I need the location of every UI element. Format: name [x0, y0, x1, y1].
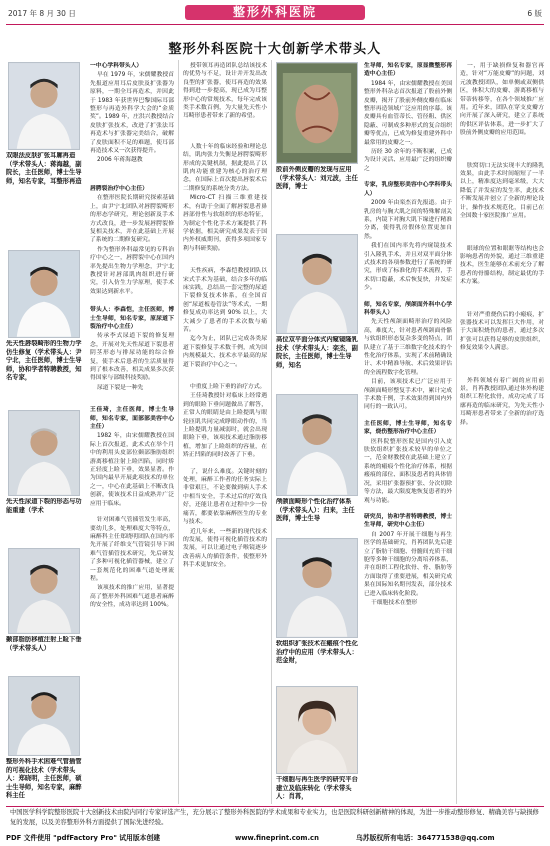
col1-paragraph: 针对困难气管插管发生率高，要幼儿多，处理难度大等特点，麻醉科主任郑晓明团队在国内率先开展了纤维支气管镜引导下困难气管插管技术研究，先后研发了多种可视化插管器械，建立了一套规范化的困难气道处理流程。	[90, 517, 174, 582]
col3-paragraph: 自 2007 年开展干细胞与再生医学的基础研究，肖苒团队先后建立了脂肪干细胞、骨髓间充质干细胞等多种干细胞的分离培养体系，并在组织工程化软骨、骨、脂肪等方面取得了重要进展，相关研究成果在国际知名期刊发表，部分技术已进入临床转化阶段。	[364, 531, 452, 597]
caption-cleft-lip: 先天性唇裂畸形的生物力学仿生修复（学术带头人：尹宁北，主任医师，博士生导师，协和学者特聘教授，知名专家，	[6, 340, 82, 382]
col2-paragraph: 了，说什么难度。关键时刻的处理，麻醉工作者的任务实际上非常艰巨，不论要做到病人手术中相当安全，手术过后的疗效良好，还能让患者在过程中少一份痛苦，都要依靠麻醉医生的专业与技术。	[183, 468, 267, 526]
portrait-yin-ningbei	[8, 250, 80, 338]
portrait-fan-jincai	[276, 538, 358, 638]
column-rule	[271, 60, 272, 804]
col2-paragraph: 授带领耳再造团队总结该技术的优势与不足，设计并开发出改良型的扩张器，使耳再造的效果得到进一步提高，现已成为耳整形中心的常规技术，每年完成该类手术数百例，为大量先天性小耳畸形患者带来了新的希望。	[183, 63, 267, 120]
col3-paragraph: 干细胞技术在整形	[370, 599, 418, 606]
col3-paragraph: 历经 30 余年的不断积累，已成为设计灵活、应用最广泛的组织瓣之	[364, 149, 452, 172]
caption-ear-reconstruction: 双眼法皮肤扩张耳廓再造（学术带头人：蒋海越，副院长，主任医师，博士生导师，知名专家，耳整形再造	[6, 152, 82, 185]
col1-paragraph: 传承李式尿道下裂的修复理念，开展对先天性尿道下裂患者阴茎形态与排尿功能的综合修复，使手术后患者的生活质量得到了根本改善，相关成果多次获得国家与部级科技奖励。	[90, 333, 174, 382]
portrait-wang-jiaqi	[8, 548, 80, 634]
footer-pdf-note: PDF 文件使用 "pdfFactory Pro" 试用版本创建	[6, 834, 161, 842]
col2-paragraph: 近几年来，一些新的现代技术的发展，使得可视化插管技术的发展，可以让通过电子喉镜逐步改善病人的插管条件，使整形外科手术更加安全。	[183, 528, 267, 569]
col1-paragraph: 作为整形外科最常见的专科治疗中心之一，唇腭裂中心在国内率先提出生物力学理念，尹宁北教授针对唇部肌肉组织进行研究，引入仿生力学原理，使手术效果达到新水平。	[90, 246, 174, 295]
headline: 整形外科医院十大创新学术带头人	[168, 42, 382, 57]
column-1	[90, 62, 174, 802]
column-rule	[178, 60, 179, 804]
col2-paragraph: 中重度上睑下垂的治疗方式。	[189, 384, 266, 390]
caption-airway: 整形外科手术困难气管插管的可视化技术（学术带头人：郑晓明，主任医师，硕士生导师，知名专家，麻醉科主任	[6, 758, 82, 800]
caption-breast-augmentation: 高位双平面分体式内窥镜隆乳技术（学术带头人：栾杰，副院长，主任医师，博士生导师，知名	[276, 336, 358, 369]
portrait-gui-lai	[276, 394, 358, 496]
col3-paragraph: 医科院整形医院是国内引入皮肤软组织扩张技术较早的单位之一，范金财教授在此基础上建立了系统的瘢痕个性化治疗体系，根据瘢痕的部位、面积及患者的具体情况，采用扩张器预扩张、分次切除等方法，最大限度地恢复患者的外观与功能。	[364, 438, 452, 504]
col3-paragraph: 目前，该项技术已广泛应用于颅颌面畸形整复手术中，累计完成手术数千例，手术效果得到国内外同行的一致认可。	[364, 379, 452, 411]
caption-scar-expansion: 软组织扩张技术在瘢痕个性化治疗中的应用（学术带头人：范金财，	[276, 640, 358, 665]
column-2	[183, 62, 267, 802]
footer-contact: 乌苏版权所有电话：364771538@qq.com	[356, 834, 495, 842]
col2-paragraph: 人数十年的临床经验和理论总结，肌肉张力失衡是唇腭裂畸形形成的关键机制，据此提出了以肌肉功能重建为核心的治疗理念，在国际上首次提出唇裂术后二期修复的系统分类方法。	[183, 143, 267, 192]
portrait-zheng-xiaoming	[8, 676, 80, 756]
portrait-li-senkai	[8, 410, 80, 496]
col1-paragraph: 2006 年蒋海越教	[96, 157, 143, 164]
footer-url[interactable]: www.fineprint.com.cn	[235, 834, 319, 842]
col3-lead: 研究员，协和学者特聘教授，博士生导师，研究中心主任）	[364, 513, 452, 529]
header-date: 2017 年 8 月 30 日	[8, 9, 76, 18]
portrait-xiao-ran	[276, 686, 358, 774]
col1-paragraph: 早在 1979 年，宋儒耀教授首先报道应用耳后皮肤及扩张器为原料，一期全耳再造术，并因此于 1983 年获世界巴黎国际耳部整形与再造外科学大会的“金质奖”。1989 年，庄洪兴教授结合皮肤扩张技术，改进了扩张法耳再造术与扩张器完美结合，破解了皮肤面积不足的难题，使耳部再造技术又一次获得提升。	[90, 72, 174, 155]
masthead: 整形外科医院	[185, 5, 365, 20]
col3-lead: 师，知名专家，颅颌面外科中心学科带头人）	[364, 301, 452, 316]
column-3	[364, 62, 452, 802]
col2-paragraph: 王佳琦教授针对临床上经常遇到的眼睑下垂问题做出了解答，正常人的眼睛是由上睑提肌与眼轮匝肌共同完成睁眼动作的，当上睑提肌力量减弱时，就会出现眼睑下垂，该项技术通过脂肪移植，增加了上睑组织的容量，在矫正凹陷的同时改善了下垂。	[183, 393, 267, 459]
caption-ptosis: 颞部脂肪移植注射上睑下垂（学术带头人）	[6, 636, 82, 652]
col3-lead: 专家，乳房整形美容中心学科带头人）	[364, 182, 452, 197]
col3-paragraph: 1984 年，由宋儒耀教授在美国整形外科杂志首次报道了股前外侧皮瓣，揭开了股前外侧皮瓣在临床整形再造领域广泛应用的序幕。该皮瓣具有血管蒂长、管径粗、供区隐蔽、可制成多种形式的复合组织瓣等优点，已成为修复重建外科中最常用的皮瓣之一。	[364, 80, 452, 146]
col2-paragraph: 天性疾病，李森恺教授团队以宋式手术为基础，结合多年的临床实践，总结出一套完整的尿道下裂修复技术体系，在全国首创“尿道板卷管法”等术式，一期修复成功率达到 90% 以上，大大减少了患者的手术次数与痛苦。	[183, 268, 267, 333]
col3-paragraph: 先天性颅颌面畸形治疗的风险高，难度大，针对患者颅颌面骨骼与软组织形态复杂多变的特点，团队建立了基于三维数字化技术的个性化治疗体系，实现了术前精确设计、术中精准导航、术后效果评估的全流程数字化管理。	[364, 319, 452, 376]
portrait-jiang-haiyue	[8, 62, 80, 150]
caption-stem-cell: 干细胞与再生医学的研究平台建立及临床转化（学术带头人：肖苒，	[276, 776, 358, 801]
col4-paragraph: 肤窝切口无法实现丰大的隆乳效果，由此手术时间缩短了一半以上，精准度达到毫米级，大大降低了并发症的发生率，此技术不断发展并创立了全新的理论设计，操作技术规范化，目前已在全国数十家医院推广应用。	[460, 162, 544, 220]
col1-paragraph: 1982 年，由宋儒耀教授在国际上首次报道，此术式在举个月中的利用头皮部位颞部脂肪组织游离移植注射上睑凹陷，同时矫正轻度上睑下垂，效果显著。作为国内最早开展此项技术的单位之一，中心在此基础上不断改良创新，使该技术日益成熟并广泛应用于临床。	[90, 433, 174, 507]
page-header	[0, 0, 550, 26]
col2-paragraph: 迄今为止，团队已完成各类尿道下裂修复手术数千例，成为国内规模最大、技术水平最高的尿道下裂治疗中心之一。	[183, 336, 267, 368]
page-number: 6 版	[527, 9, 542, 18]
col4-paragraph: 针对严重烧伤后的小瘢痕，扩张器技术可以发挥巨大作用，对于大面积烧伤的患者，通过多次扩张可以获得足够的皮肤组织，修复效果令人满意。	[460, 311, 544, 352]
column-4	[460, 62, 544, 802]
caption-thigh-flap: 股前外侧皮瓣的发现与应用（学术带头人：刘元波，主任医师，博士	[276, 166, 358, 191]
col4-paragraph: 外科领域有着广阔的应用前景，肖苒教授团队通过体外构建组织工程化软骨，成功完成了耳廓再造的临床研究，为先天性小耳畸形患者带来了全新的治疗选择。	[460, 377, 544, 426]
col3-lead: 主任医师，博士生导师，知名专家，烧伤整形治疗中心主任）	[364, 420, 452, 436]
figure-anterolateral-thigh-flap	[276, 62, 358, 164]
col1-paragraph: 在整形医院长期研究探索基础上，由尹宁北团队对唇腭裂畸形的形态学研究，理论创新及手术方式改良，进一步发展唇腭裂修复相关技术，并在此基础上开展了系统的二期修复研究。	[90, 195, 174, 244]
col1-lead: 一中心学科带头人）	[90, 63, 143, 69]
col4-paragraph: 一，用于缺损修复和器官再造，针对“万能皮瓣”的问题，刘元波教授团队，如单侧或双侧供区，体积大的皮瓣、游离移植与带蒂转移等，在各个领域推广应用。近年来，团队在穿支皮瓣方向开展了深入研究，建立了系统的供区评估体系，进一步扩大了股前外侧皮瓣的应用范围。	[460, 63, 544, 137]
col3-lead: 生导师，知名专家，原显微整形再造中心主任）	[364, 63, 452, 78]
col1-paragraph: 该项技术的推广应用，显著提高了整形外科困难气道患者麻醉的安全性，成功率达到 100%。	[90, 585, 174, 609]
col4-paragraph: 眼球的位置和眼眶等结构也会影响患者的外貌，通过三维重建技术，医生能够在术前充分了解患者的骨骼结构，制定最优的手术方案。	[460, 245, 544, 286]
col1-lead: 带头人：李森恺，主任医师，博士生导师，知名专家，原尿道下裂治疗中心主任）	[90, 307, 174, 330]
col3-paragraph: 2009 年由栾杰首先报道。由于乳房的与胸大肌之间的特殊解剖关系，内镜下对胸大肌下缘进行精准分离，使得乳房假体位置更加自然。	[364, 200, 452, 240]
portrait-luan-jie	[276, 234, 358, 334]
column-rule	[456, 60, 457, 804]
bottom-summary: 中国医学科学院整形医院十大创新技术由院内同行专家评选产生，充分展示了整形外科医院的学术成果和专业实力，也是医院科研创新精神的体现，为进一步推动整形修复、精确美容与缺损修复的发展，以及美容整形外科方面提供了国际先进经验。	[6, 806, 544, 828]
col1-lead: 唇腭裂治疗中心主任）	[90, 185, 148, 192]
caption-hypospadias: 先天性尿道下裂的形态与功能重建（学术	[6, 498, 82, 514]
col1-lead: 王佳琦，主任医师，博士生导师，知名专家，面部部美容中心主任）	[90, 407, 174, 431]
col2-paragraph: Micro-CT 扫描三维重建技术，有助于全面了解唇裂患者鼻唇部骨性与软组织的形态特征，为制定个性化手术方案提供了科学依据，相关研究成果发表于国内外权威期刊，获得多项国家专利与科研奖励。	[183, 195, 267, 252]
page-footer	[0, 830, 550, 846]
header-rule	[6, 24, 544, 25]
caption-craniofacial: 颅颌面畸形个性化治疗体系（学术带头人）：归来，主任医师，博士生导	[276, 498, 355, 523]
col3-paragraph: 我们在国内率先将内窥镜技术引入隆乳手术，并且对双平面分体式技术的各项参数进行了系统的研究，形成了标准化的手术流程，手术切口隐蔽，术后恢复快，并发症少。	[364, 243, 452, 292]
col1-paragraph: 尿道下裂是一种先	[96, 384, 144, 391]
